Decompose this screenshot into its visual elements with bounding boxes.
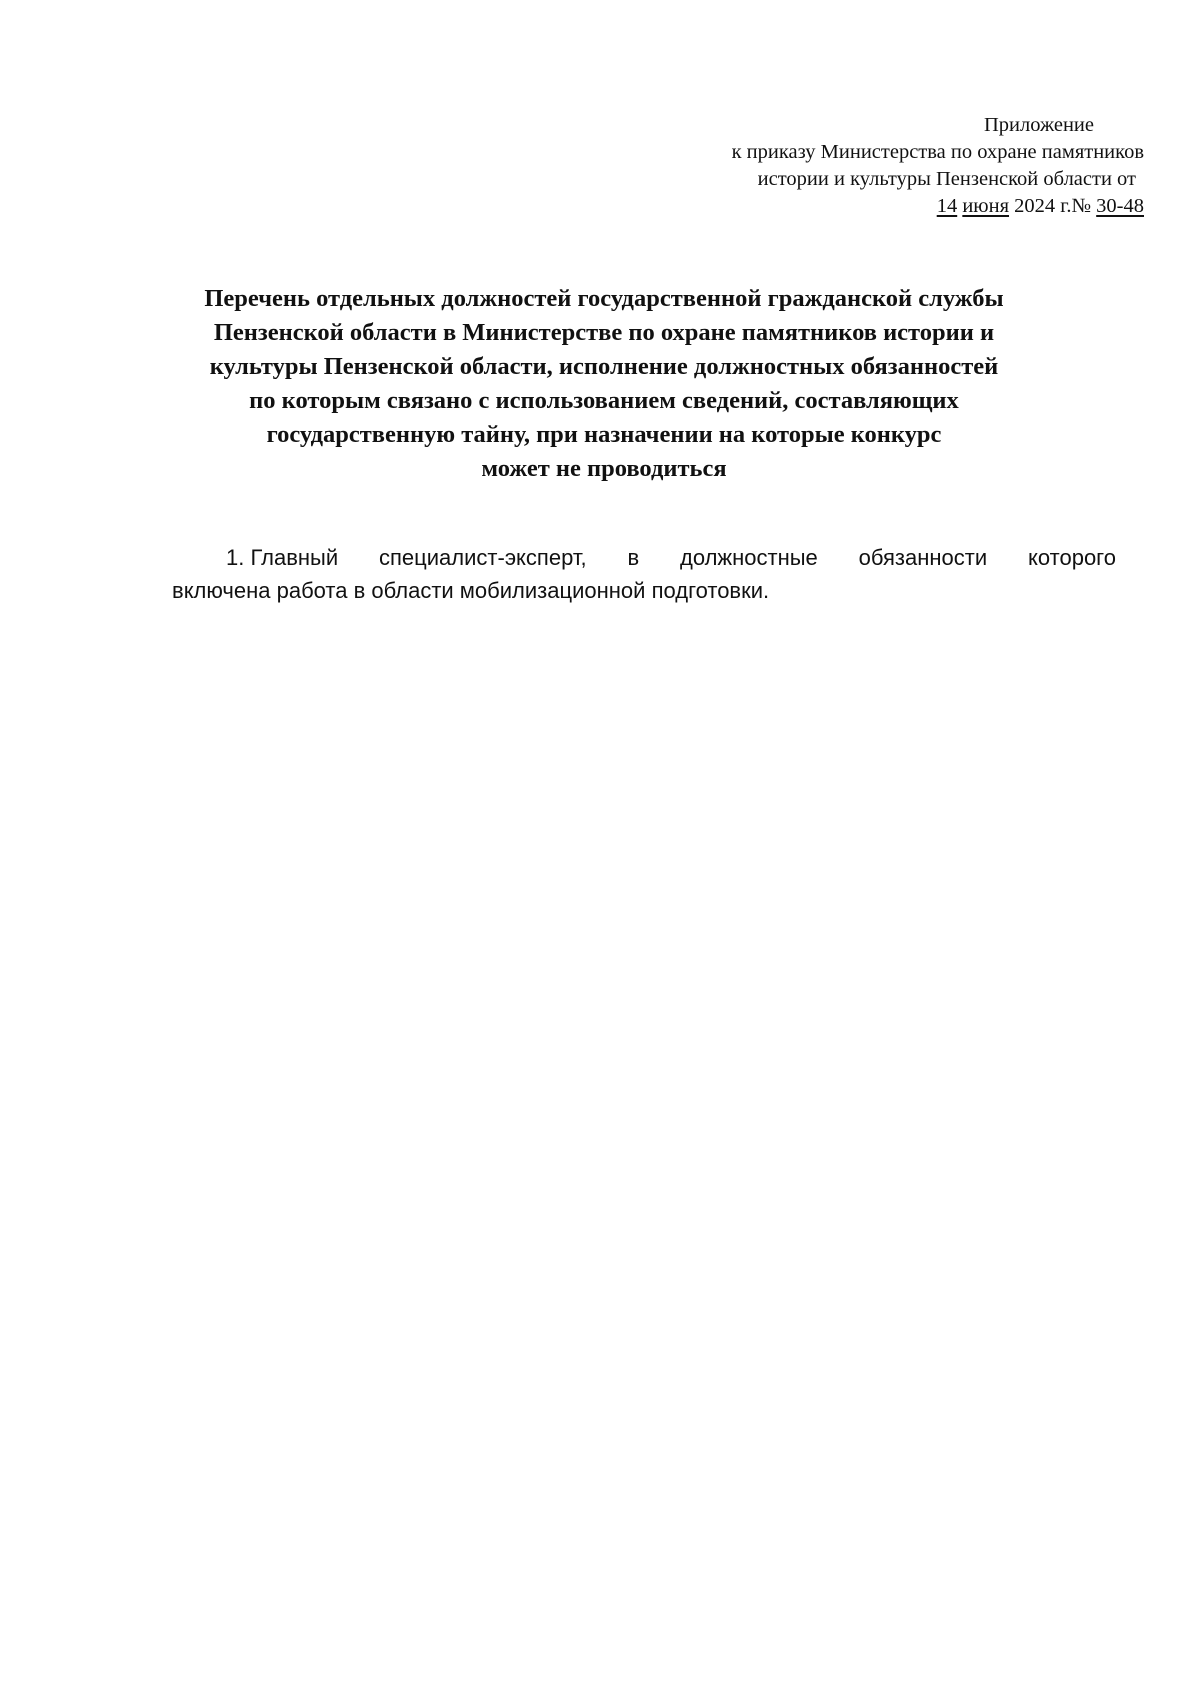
appendix-region-line: истории и культуры Пензенской области от <box>757 168 1136 190</box>
list-item-line-1 <box>172 541 1116 574</box>
list-item <box>172 541 1116 607</box>
title-line: государственную тайну, при назначении на которые конкурс <box>266 421 942 448</box>
item-word: должностные <box>679 545 818 570</box>
appendix-date-line <box>584 193 1144 220</box>
order-year: 2024 г.№ <box>1009 195 1097 217</box>
list-item-line-2: включена работа в области мобилизационной подготовки. <box>172 578 770 603</box>
appendix-label: Приложение <box>983 114 1094 136</box>
document-title <box>140 282 1068 486</box>
item-word: 1. Главный <box>226 545 339 570</box>
item-word: специалист-эксперт, <box>379 545 587 570</box>
title-line: Пензенской области в Министерстве по охране памятников истории и <box>213 319 995 346</box>
title-line: культуры Пензенской области, исполнение должностных обязанностей <box>209 353 999 380</box>
title-line: может не проводиться <box>481 455 727 482</box>
item-word: которого <box>1028 545 1116 570</box>
appendix-header <box>584 112 1144 220</box>
order-day: 14 <box>936 195 958 217</box>
order-number: 30-48 <box>1096 195 1144 217</box>
appendix-order-line: к приказу Министерства по охране памятников <box>731 141 1144 163</box>
item-word: в <box>627 545 640 570</box>
order-month: июня <box>962 195 1010 217</box>
title-line: Перечень отдельных должностей государственной гражданской службы <box>204 285 1004 312</box>
title-line: по которым связано с использованием сведений, составляющих <box>249 387 959 414</box>
item-word: обязанности <box>858 545 988 570</box>
